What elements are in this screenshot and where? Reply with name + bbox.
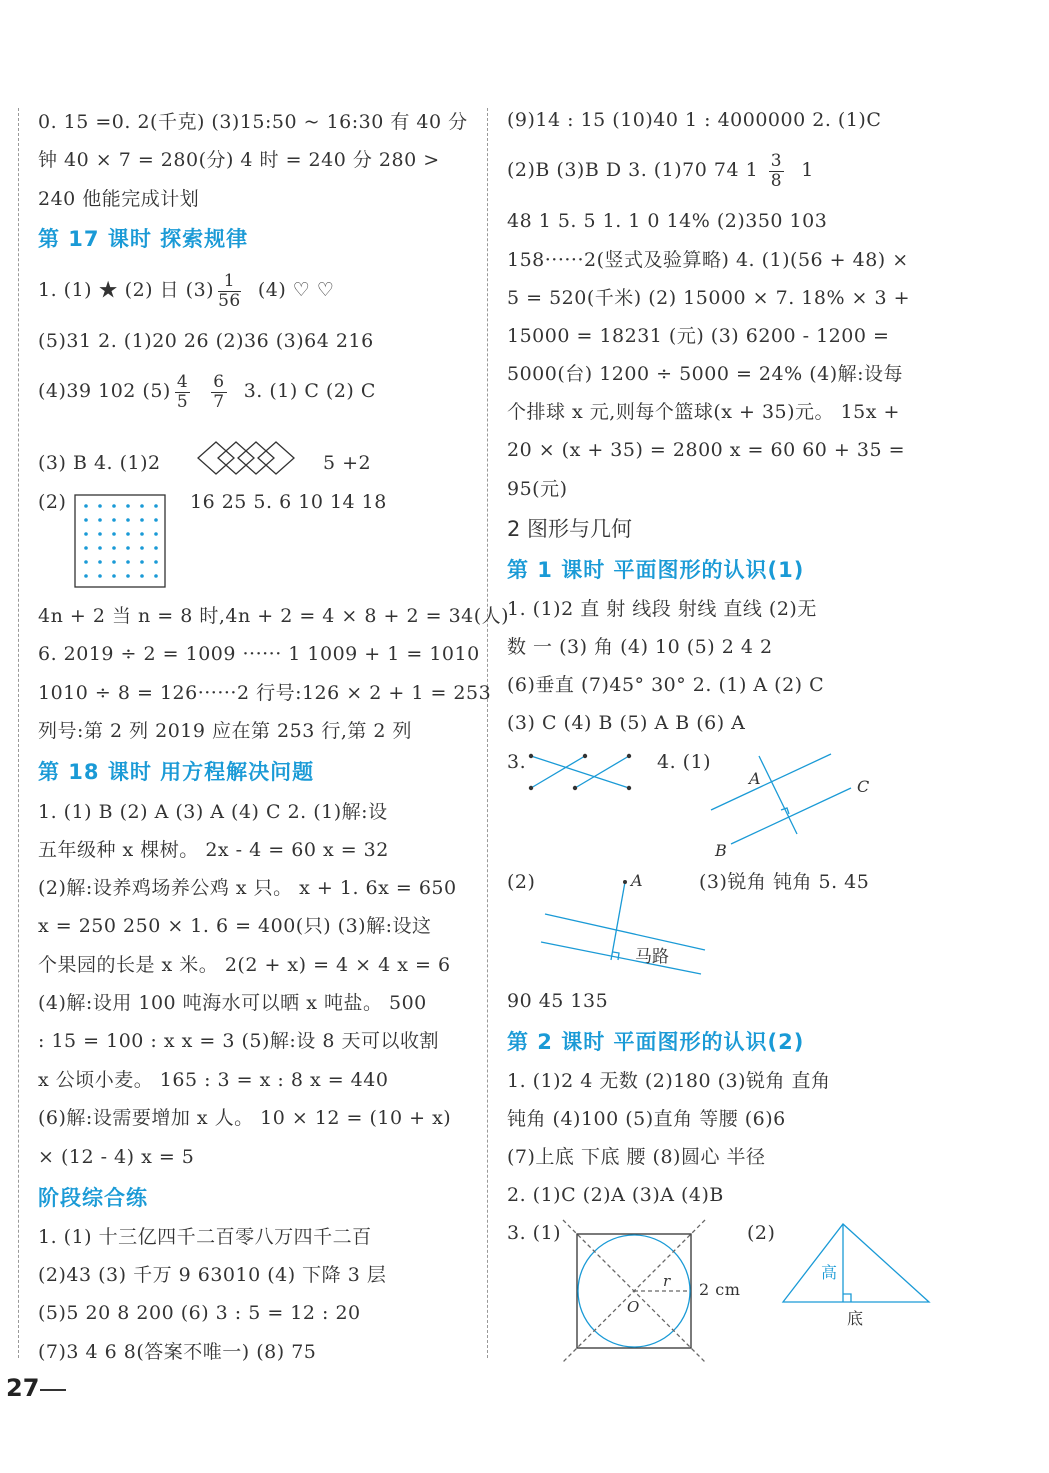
grid-dot — [154, 518, 158, 522]
grid-dot — [98, 518, 102, 522]
grid-dot — [112, 532, 116, 536]
grid-dot — [98, 532, 102, 536]
circle-in-square-figure — [559, 1222, 709, 1362]
text-line: 列号:第 2 列 2019 应在第 253 行,第 2 列 — [38, 720, 413, 742]
text-line: 158······2(竖式及验算略) 4. (1)(56 + 48) × — [507, 249, 909, 271]
text-line: (2)解:设养鸡场养公鸡 x 只。 x + 1. 6x = 650 — [38, 877, 457, 899]
text-line: (7)上底 下底 腰 (8)圆心 半径 — [507, 1146, 766, 1168]
fraction: $\frac{4}{5}$ — [176, 371, 189, 412]
text: (3) B 4. (1)2 — [38, 452, 161, 474]
text: (4)39 102 (5) — [38, 380, 171, 402]
text-line: (2) — [747, 1222, 776, 1244]
stage-review-heading: 阶段综合练 — [38, 1186, 148, 1210]
text-line: (6)解:设需要增加 x 人。 10 × 12 = (10 + x) — [38, 1107, 452, 1129]
text: 1 — [801, 159, 814, 181]
grid-dot — [98, 504, 102, 508]
parallel-lines-figure — [707, 748, 887, 860]
text-line: 个果园的长是 x 米。 2(2 + x) = 4 × 4 x = 6 — [38, 954, 451, 976]
text-line: 48 1 5. 5 1. 1 0 14% (2)350 103 — [507, 210, 828, 232]
crossing-lines-figure — [525, 746, 637, 794]
text-line: 15000 = 18231 (元) (3) 6200 - 1200 = — [507, 325, 890, 347]
page-number: 27 — [6, 1374, 40, 1402]
fraction: $\frac{6}{7}$ — [213, 371, 225, 412]
text-line: (7)3 4 6 8(答案不唯一) (8) 75 — [38, 1341, 317, 1363]
grid-dot — [98, 560, 102, 564]
text-line: 95(元) — [507, 478, 568, 500]
text-line: 2. (1)C (2)A (3)A (4)B — [507, 1184, 724, 1206]
grid-dot — [140, 504, 144, 508]
text-line: 1. (1)2 4 无数 (2)180 (3)锐角 直角 — [507, 1070, 831, 1092]
radius-label: r — [663, 1272, 671, 1290]
road-figure — [541, 870, 711, 974]
point-label: A — [631, 871, 643, 890]
size-label: 2 cm — [699, 1280, 741, 1299]
road-label: 马路 — [635, 947, 669, 967]
point-label: C — [857, 777, 870, 796]
text-line: 1010 ÷ 8 = 126······2 行号:126 × 2 + 1 = 253 — [38, 682, 492, 704]
lesson-1-heading: 第 1 课时 平面图形的认识(1) — [507, 558, 805, 582]
dot-grid-figure — [74, 494, 166, 588]
text-line: 钟 40 × 7 = 280(分) 4 时 = 240 分 280 > — [38, 149, 440, 171]
text-line: (2)43 (3) 千万 9 63010 (4) 下降 3 层 — [38, 1264, 387, 1286]
lesson-17-heading: 第 17 课时 探索规律 — [38, 227, 249, 251]
text-line: 16 25 5. 6 10 14 18 — [190, 491, 387, 513]
text-line: 20 × (x + 35) = 2800 x = 60 60 + 35 = — [507, 439, 906, 461]
text-line: 1. (1) 十三亿四千二百零八万四千二百 — [38, 1226, 372, 1248]
text-line: 5000(台) 1200 ÷ 5000 = 24% (4)解:设每 — [507, 363, 904, 385]
text-line — [38, 451, 161, 475]
text-line: 4n + 2 当 n = 8 时,4n + 2 = 4 × 8 + 2 = 34(人) — [38, 605, 510, 627]
text-line: (2) — [38, 491, 67, 513]
text-line: 240 他能完成计划 — [38, 188, 200, 210]
height-label: 高 — [821, 1263, 838, 1282]
base-label: 底 — [847, 1309, 864, 1328]
grid-dot — [84, 518, 88, 522]
grid-dot — [140, 518, 144, 522]
text-line: (3) C (4) B (5) A B (6) A — [507, 712, 746, 734]
text-line: × (12 - 4) x = 5 — [38, 1146, 195, 1168]
text-line — [38, 270, 334, 311]
grid-dot — [126, 504, 130, 508]
grid-dot — [112, 518, 116, 522]
point-label: B — [715, 841, 727, 860]
grid-dot — [126, 518, 130, 522]
text-line: (5)31 2. (1)20 26 (2)36 (3)64 216 — [38, 330, 374, 352]
grid-dot — [154, 532, 158, 536]
text-line: (2) — [507, 871, 536, 893]
text-line: : 15 = 100 : x x = 3 (5)解:设 8 天可以收割 — [38, 1030, 439, 1052]
text: (4) ♡ ♡ — [257, 279, 335, 301]
grid-dot — [84, 504, 88, 508]
text-line: 1. (1) B (2) A (3) A (4) C 2. (1)解:设 — [38, 801, 388, 823]
text-line: 5 +2 — [323, 452, 372, 474]
fraction: $\frac{3}{8}$ — [770, 150, 783, 191]
text-line: 3. — [507, 751, 527, 773]
grid-dot — [112, 574, 116, 578]
grid-dot — [154, 574, 158, 578]
grid-dot — [140, 574, 144, 578]
grid-dot — [126, 574, 130, 578]
grid-dot — [140, 560, 144, 564]
grid-dot — [154, 504, 158, 508]
text-line: 个排球 x 元,则每个篮球(x + 35)元。 15x + — [507, 401, 900, 423]
text-line: 钝角 (4)100 (5)直角 等腰 (6)6 — [507, 1108, 786, 1130]
diamond-pattern-figure — [198, 440, 302, 476]
column-divider — [487, 108, 488, 1358]
text-line — [38, 371, 376, 412]
grid-dot — [140, 546, 144, 550]
grid-dot — [126, 532, 130, 536]
grid-dot — [84, 560, 88, 564]
text-line: 1. (1)2 直 射 线段 射线 直线 (2)无 — [507, 598, 817, 620]
text-line: 五年级种 x 棵树。 2x - 4 = 60 x = 32 — [38, 839, 389, 861]
text-line: 4. (1) — [657, 751, 712, 773]
text-line: 3. (1) — [507, 1222, 562, 1244]
text-line: (3)锐角 钝角 5. 45 — [699, 871, 870, 893]
grid-dot — [98, 546, 102, 550]
grid-dot — [140, 532, 144, 536]
grid-dot — [112, 560, 116, 564]
text-line — [507, 150, 814, 191]
grid-dot — [126, 560, 130, 564]
text: (2)B (3)B D 3. (1)70 74 1 — [507, 159, 759, 181]
center-label: O — [627, 1298, 640, 1316]
grid-dot — [98, 574, 102, 578]
page-number-bar — [40, 1389, 66, 1391]
point-label: A — [749, 769, 761, 788]
text: 3. (1) C (2) C — [243, 380, 376, 402]
text-line: (9)14 : 15 (10)40 1 : 4000000 2. (1)C — [507, 109, 882, 131]
text-line: 数 一 (3) 角 (4) 10 (5) 2 4 2 — [507, 636, 773, 658]
left-margin-rule — [18, 108, 19, 1358]
text-line: 6. 2019 ÷ 2 = 1009 ······ 1 1009 + 1 = 1010 — [38, 643, 480, 665]
text-line: (4)解:设用 100 吨海水可以晒 x 吨盐。 500 — [38, 992, 427, 1014]
text-line: (5)5 20 8 200 (6) 3 : 5 = 12 : 20 — [38, 1302, 361, 1324]
grid-dot — [84, 574, 88, 578]
grid-dot — [126, 546, 130, 550]
text: 1. (1) ★ (2) 日 (3) — [38, 279, 215, 301]
text-line: x = 250 250 × 1. 6 = 400(只) (3)解:设这 — [38, 915, 432, 937]
fraction: $\frac{1}{56}$ — [218, 270, 241, 311]
grid-dot — [112, 504, 116, 508]
grid-dot — [84, 546, 88, 550]
text-line: 5 = 520(千米) (2) 15000 × 7. 18% × 3 + — [507, 287, 911, 309]
section-2-heading: 2 图形与几何 — [507, 517, 633, 541]
grid-dot — [154, 546, 158, 550]
grid-dot — [84, 532, 88, 536]
text-line: (6)垂直 (7)45° 30° 2. (1) A (2) C — [507, 674, 825, 696]
triangle-height-figure — [781, 1222, 931, 1332]
text-line: 0. 15 =0. 2(千克) (3)15:50 ~ 16:30 有 40 分 — [38, 111, 468, 133]
lesson-18-heading: 第 18 课时 用方程解决问题 — [38, 760, 315, 784]
lesson-2-heading: 第 2 课时 平面图形的认识(2) — [507, 1030, 805, 1054]
grid-dot — [154, 560, 158, 564]
text-line: x 公顷小麦。 165 : 3 = x : 8 x = 440 — [38, 1069, 389, 1091]
grid-dot — [112, 546, 116, 550]
text-line: 90 45 135 — [507, 990, 609, 1012]
